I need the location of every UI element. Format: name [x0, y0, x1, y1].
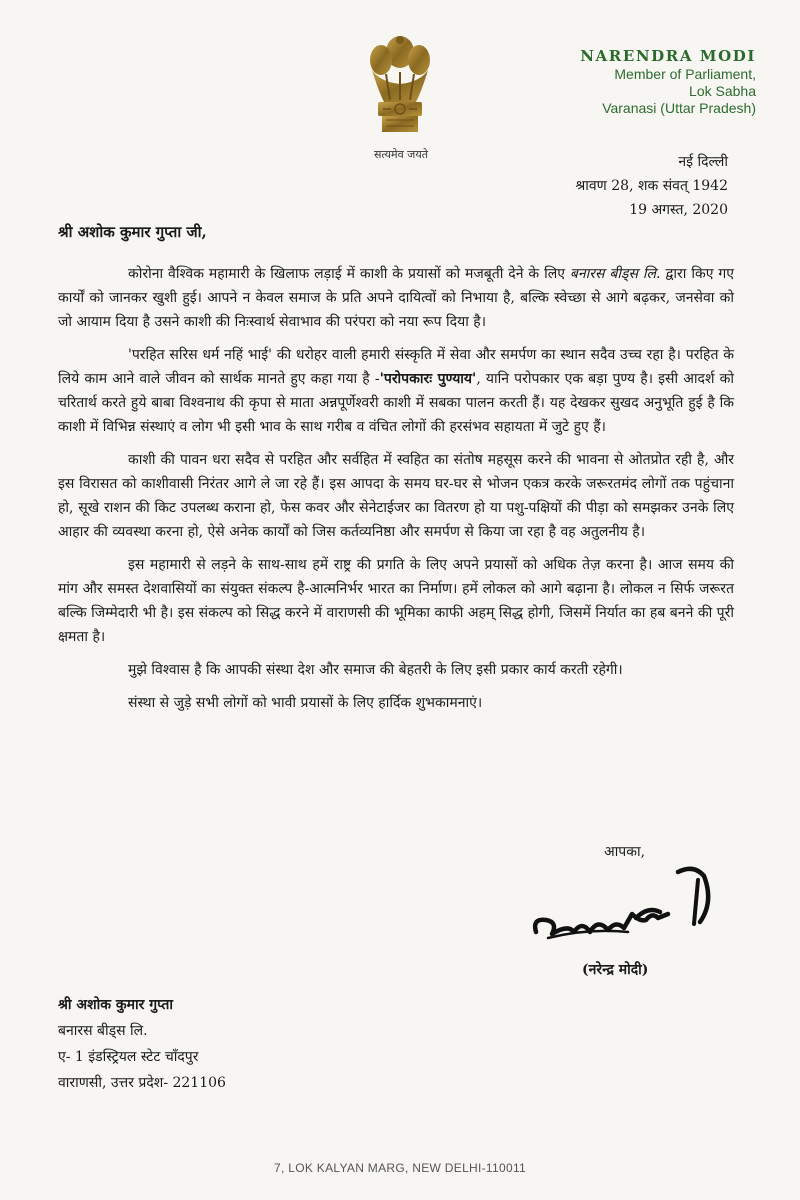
sanskrit-quote: 'परोपकारः पुण्याय' — [379, 371, 477, 387]
salutation: श्री अशोक कुमार गुप्ता जी, — [58, 223, 207, 241]
date-gregorian: 19 अगस्त, 2020 — [629, 202, 728, 218]
date-block — [575, 150, 728, 222]
paragraph: काशी की पावन धरा सदैव से परहित और सर्वहित में स्वहित का संतोष महसूस करने की भावना से ओतप्रोत रही है, और इस विरासत को काशीवासी निरंतर आगे ले जा रहे हैं। इस आपदा के समय घर-घर से भोजन एकत्र करके जरूरतमंद लोगों तक पहुंचाना हो, सूखे राशन की किट उपलब्ध कराना हो, फेस कवर और सेनेटाईजर का वितरण हो या पशु-पक्षियों की पीड़ा को समझकर उनके लिए आहार की व्यवस्था करना हो, ऐसे अनेक कार्यों को जिस कर्तव्यनिष्ठा और समर्पण से किया जा रहा है वह अतुलनीय है। — [58, 452, 734, 540]
paragraph-text: द्वारा किए गए कार्यों को जानकर खुशी हुई। आपने न केवल समाज के प्रति अपने दायित्वों को निभाया है, बल्कि स्वेच्छा से आगे बढ़कर, जनसेवा को जो आयाम दिया है उसने काशी की निःस्वार्थ सेवाभाव की परंपरा को नया रूप दिया है। — [58, 266, 734, 330]
letter-body — [58, 262, 734, 724]
emblem-motto: सत्यमेव जयते — [373, 148, 428, 161]
paragraph-text: , यानि परोपकार एक बड़ा पुण्य है। इसी आदर्श को चरितार्थ करते हुये बाबा विश्वनाथ की कृपा से माता अन्नपूर्णेश्वरी काशी में सबका पालन करती हैं। यह देखकर सुखद अनुभूति हुई है कि काशी में विभिन्न संस्थाएं व लोग भी इसी भाव के साथ गरीब व वंचित लोगों की हरसंभव सहायता में जुटे हुए हैं। — [58, 371, 734, 435]
sender-line: Member of Parliament, — [614, 66, 756, 82]
sender-name: NARENDRA MODI — [580, 47, 756, 65]
paragraph: संस्था से जुड़े सभी लोगों को भावी प्रयासों के लिए हार्दिक शुभकामनाएं। — [128, 695, 483, 711]
letterhead-sender — [580, 48, 756, 117]
date-place: नई दिल्ली — [678, 154, 728, 170]
recipient-name: श्री अशोक कुमार गुप्ता — [58, 997, 174, 1013]
letterhead-footer: 7, LOK KALYAN MARG, NEW DELHI-110011 — [274, 1161, 526, 1175]
paragraph-text: कोरोना वैश्विक महामारी के खिलाफ लड़ाई में काशी के प्रयासों को मजबूती देने के लिए — [128, 266, 570, 282]
paragraph-text: 'परहित सरिस धर्म नहिं भाई' की धरोहर वाली हमारी संस्कृति में सेवा और समर्पण का स्थान सदैव उच्च रहा है। परहित के लिये काम आने वाले जीवन को सार्थक मानते हुए कहा गया है - — [58, 347, 734, 387]
sender-line: Varanasi (Uttar Pradesh) — [602, 100, 756, 116]
recipient-company: बनारस बीड्स लि. — [58, 1023, 148, 1039]
recipient-address — [58, 992, 226, 1096]
paragraph — [58, 262, 734, 334]
sender-line: Lok Sabha — [689, 83, 756, 99]
recipient-address-line: ए- 1 इंडस्ट्रियल स्टेट चाँदपुर — [58, 1049, 199, 1065]
handwritten-signature — [528, 862, 728, 950]
signatory-name: (नरेन्द्र मोदी) — [582, 962, 649, 978]
company-name: बनारस बीड्स लि. — [569, 266, 661, 282]
date-hindu: श्रावण 28, शक संवत् 1942 — [575, 178, 728, 194]
recipient-address-line: वाराणसी, उत्तर प्रदेश- 221106 — [58, 1075, 226, 1091]
closing: आपका, — [604, 844, 646, 860]
paragraph — [58, 343, 734, 439]
paragraph: इस महामारी से लड़ने के साथ-साथ हमें राष्ट्र की प्रगति के लिए अपने प्रयासों को अधिक तेज़ करना है। आज समय की मांग और समस्त देशवासियों का संयुक्त संकल्प है-आत्मनिर्भर भारत का निर्माण। हमें लोकल को आगे बढ़ाना है। लोकल न सिर्फ जरूरत बल्कि जिम्मेदारी भी है। इस संकल्प को सिद्ध करने में वाराणसी की भूमिका काफी अहम् सिद्ध होगी, जिसमें निर्यात का हब बनने की पूरी क्षमता है। — [58, 557, 734, 645]
paragraph: मुझे विश्वास है कि आपकी संस्था देश और समाज की बेहतरी के लिए इसी प्रकार कार्य करती रहेगी। — [128, 662, 623, 678]
